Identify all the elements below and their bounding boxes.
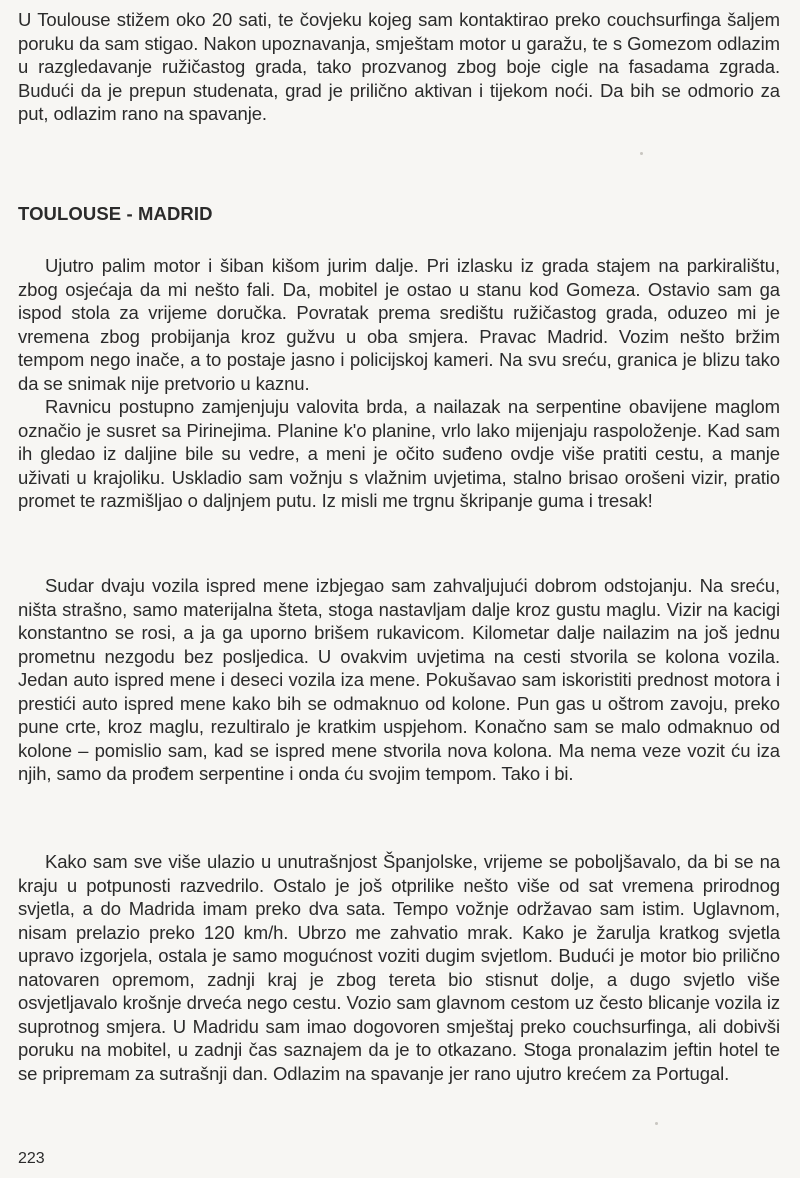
page-number: 223	[18, 1150, 45, 1167]
paragraph-1: Ujutro palim motor i šiban kišom jurim dalje. Pri izlasku iz grada stajem na parkiralištu, zbog osjećaja da mi nešto fali. Da, mobitel je ostao u stanu kod Gomeza. Ostavio sam ga ispod stola za vrijeme doručka. Povratak prema središtu ružičastog grada, oduzeo mi je vremena zbog probijanja kroz gužvu u oba smjera. Pravac Madrid. Vozim nešto bržim tempom nego inače, a to postaje jasno i policijskoj kameri. Na svu sreću, granica je blizu tako da se snimak nije pretvorio u kaznu.	[18, 255, 780, 394]
paragraph-2: Ravnicu postupno zamjenjuju valovita brda, a nailazak na serpentine obavijene maglom označio je susret sa Pirinejima. Planine k'o planine, vrlo lako mijenjaju raspoloženje. Kad sam ih gledao iz daljine bile su vedre, a meni je očito suđeno ovdje više pratiti cestu, a manje uživati u krajoliku. Uskladio sam vožnju s vlažnim uvjetima, stalno brisao orošeni vizir, pratio promet te razmišljao o daljnjem putu. Iz misli me trgnu škripanje guma i tresak!	[18, 396, 780, 511]
section-heading: TOULOUSE - MADRID	[18, 203, 213, 224]
intro-paragraph: U Toulouse stižem oko 20 sati, te čovjeku kojeg sam kontaktirao preko couchsurfinga šaljem poruku da sam stigao. Nakon upoznavanja, smještam motor u garažu, te s Gomezom odlazim u razgledavanje ružičastog grada, tako prozvanog zbog boje cigle na fasadama zgrada. Budući da je prepun studenata, grad je prilično aktivan i tijekom noći. Da bih se odmorio za put, odlazim rano na spavanje.	[18, 9, 780, 124]
paper-speck	[640, 152, 643, 155]
paragraph-4: Kako sam sve više ulazio u unutrašnjost Španjolske, vrijeme se poboljšavalo, da bi se na kraju u potpunosti razvedrilo. Ostalo je još otprilike nešto više od sat vremena prirodnog svjetla, a do Madrida imam preko dva sata. Tempo vožnje održavao sam istim. Uglavnom, nisam prelazio preko 120 km/h. Ubrzo me zahvatio mrak. Kako je žarulja kratkog svjetla upravo izgorjela, ostala je samo mogućnost voziti dugim svjetlom. Budući je motor bio prilično natovaren opremom, zadnji kraj je zbog tereta bio stisnut dolje, a dugo svjetlo više osvjetljavalo krošnje drveća nego cestu. Vozio sam glavnom cestom uz često blicanje vozila iz suprotnog smjera. U Madridu sam imao dogovoren smještaj preko couchsurfinga, ali dobivši poruku na mobitel, u zadnji čas saznajem da je to otkazano. Stoga pronalazim jeftin hotel te se pripremam za sutrašnji dan. Odlazim na spavanje jer rano ujutro krećem za Portugal.	[18, 851, 780, 1084]
paragraph-3: Sudar dvaju vozila ispred mene izbjegao sam zahvaljujući dobrom odstojanju. Na sreću, ništa strašno, samo materijalna šteta, stoga nastavljam dalje kroz gustu maglu. Vizir na kacigi konstantno se rosi, a ja ga uporno brišem rukavicom. Kilometar dalje nailazim na još jednu prometnu nezgodu bez posljedica. U ovakvim uvjetima na cesti stvorila se kolona vozila. Jedan auto ispred mene i deseci vozila iza mene. Pokušavao sam iskoristiti prednost motora i prestići auto ispred mene kako bih se odmaknuo od kolone. Pun gas u oštrom zavoju, preko pune crte, kroz maglu, rezultiralo je kratkim uspjehom. Konačno sam se malo odmaknuo od kolone – pomislio sam, kad se ispred mene stvorila nova kolona. Ma nema veze vozit ću iza njih, samo da prođem serpentine i onda ću svojim tempom. Tako i bi.	[18, 575, 780, 784]
paper-speck	[655, 1122, 658, 1125]
